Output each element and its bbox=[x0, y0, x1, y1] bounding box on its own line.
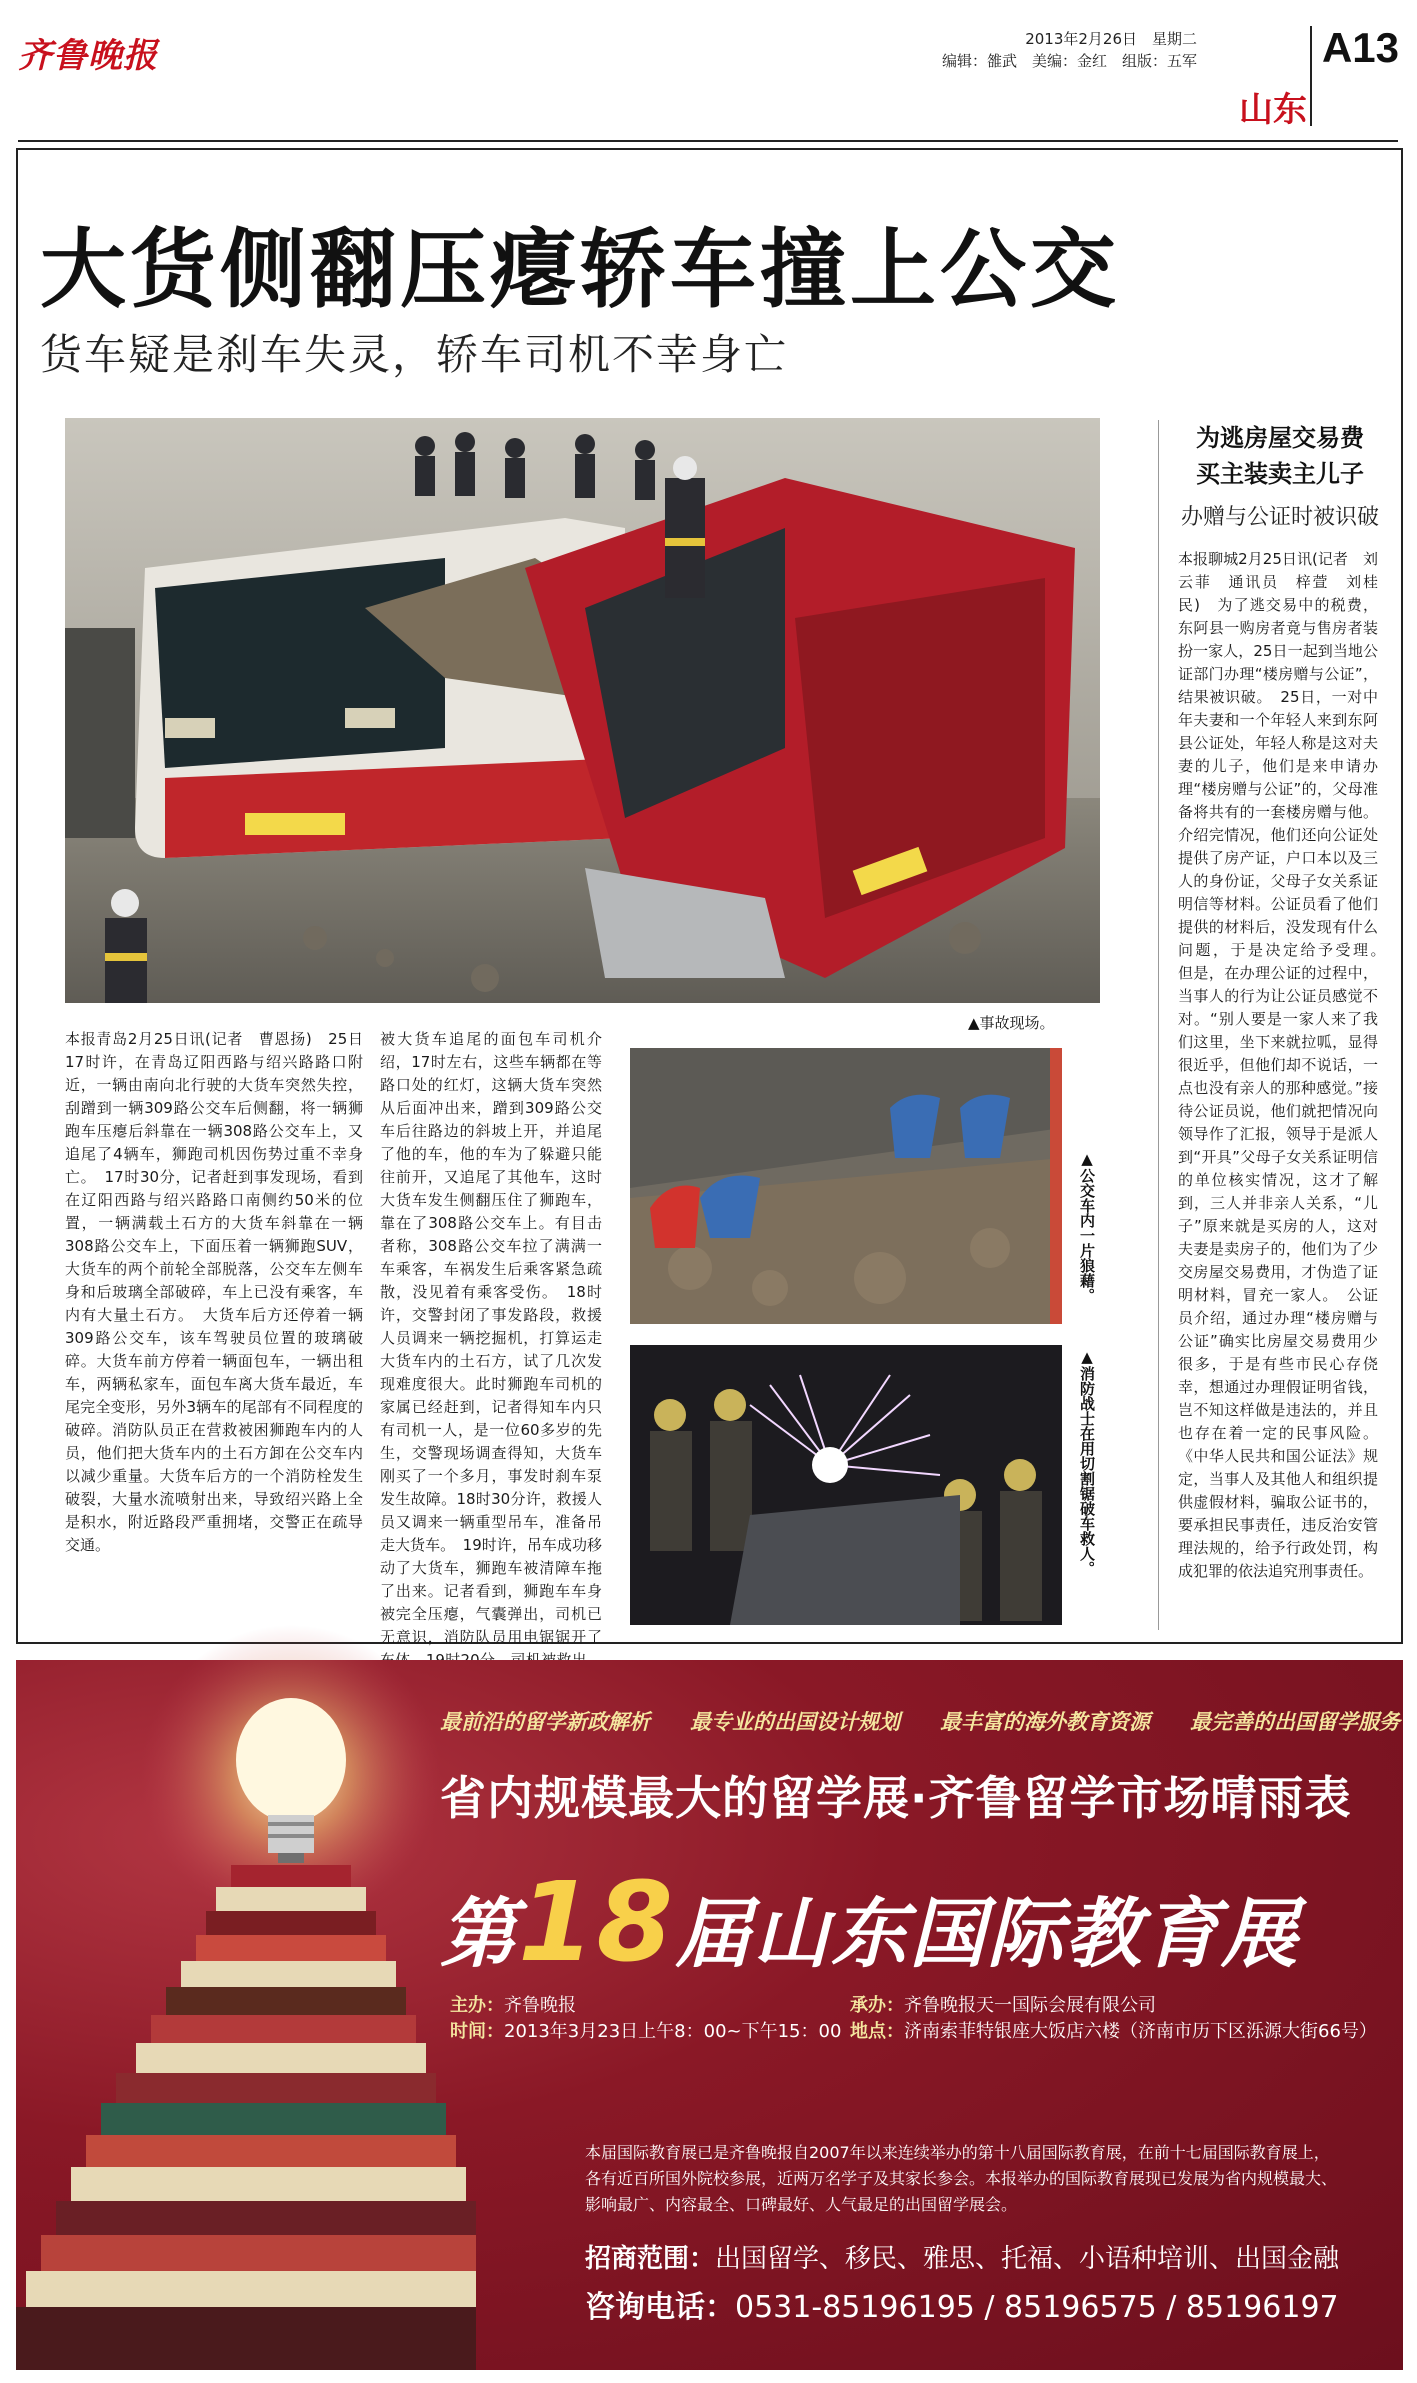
header-meta bbox=[942, 28, 1197, 72]
ad-event-number: 18 bbox=[518, 1858, 676, 1986]
ad-host-value: 齐鲁晚报天一国际会展有限公司 bbox=[904, 1995, 1156, 2016]
ad-host bbox=[850, 1993, 1156, 2019]
sidebar-divider bbox=[1158, 420, 1159, 1630]
ad-scope-label: 招商范围： bbox=[585, 2244, 716, 2274]
bus-interior-illustration bbox=[630, 1048, 1062, 1324]
header-rule bbox=[18, 140, 1398, 142]
newspaper-logo: 齐鲁晚报 bbox=[18, 36, 158, 76]
ad-slogan: 最专业的出国设计规划 bbox=[690, 1710, 900, 1734]
rescue-cutting-illustration bbox=[630, 1345, 1062, 1625]
sidebar-headline bbox=[1175, 420, 1385, 492]
rescue-cutting-caption: ▲消防战士在用切割锯破车救人。 bbox=[1078, 1348, 1096, 1576]
accident-scene-photo bbox=[65, 418, 1100, 1003]
article-column-1: 本报青岛2月25日讯(记者 曹恩扬) 25日17时许，在青岛辽阳西路与绍兴路路口附近，一辆由南向北行驶的大货车突然失控，刮蹭到一辆309路公交车后侧翻，将一辆狮跑车压瘪后斜靠在一辆308路公交车上，又追尾了4辆车，狮跑司机因伤势过重不幸身亡。 17时30分，记者赶到事发现场，看到在辽阳西路与绍兴路路口南侧约50米的位置，一辆满载土石方的大货车斜靠在一辆308路公交车上，下面压着一辆狮跑SUV，大货车的两个前轮全部脱落，公交车左侧车身和后玻璃全部破碎，车上已没有乘客，车内有大量土石方。 大货车后方还停着一辆309路公交车，该车驾驶员位置的玻璃破碎。大货车前方停着一辆面包车，一辆出租车，两辆私家车，面包车离大货车最近，车尾完全变形，另外3辆车的尾部有不同程度的破碎。消防队员正在营救被困狮跑车内的人员，他们把大货车内的土石方卸在公交车内以减少重量。大货车后方的一个消防栓发生破裂，大量水流喷射出来，导致绍兴路上全是积水，附近路段严重拥堵，交警正在疏导交通。 bbox=[65, 1030, 363, 1554]
ad-venue-value: 济南索菲特银座大饭店六楼（济南市历下区泺源大街66号） bbox=[904, 2021, 1377, 2042]
ad-slogans bbox=[440, 1706, 1400, 1736]
sidebar-body: 本报聊城2月25日讯(记者 刘云菲 通讯员 梓萱 刘桂民) 为了逃交易中的税费，东阿县一购房者竟与售房者装扮一家人，25日一起到当地公证部门办理“楼房赠与公证”，结果被识破。 25日，一对中年夫妻和一个年轻人来到东阿县公证处，年轻人称是这对夫妻的儿子，他们是来申请办理“楼房赠与公证”的，父母准备将共有的一套楼房赠与他。介绍完情况，他们还向公证处提供了房产证，户口本以及三人的身份证，父母子女关系证明信等材料。公证员看了他们提供的材料后，没发现有什么问题，于是决定给予受理。 但是，在办理公证的过程中，当事人的行为让公证员感觉不对。“别人要是一家人来了我们这里，坐下来就拉呱，显得很近乎，但他们却不说话，一点也没有亲人的那种感觉。”接待公证员说，他们就把情况向领导作了汇报，领导于是派人到“开具”父母子女关系证明信的单位核实情况，这才了解到，三人并非亲人关系，“儿子”原来就是买房的人，这对夫妻是卖房子的，他们为了少交房屋交易费用，才伪造了证明材料，冒充一家人。 公证员介绍，通过办理“楼房赠与公证”确实比房屋交易费用少很多，于是有些市民心存侥幸，想通过办理假证明省钱，岂不知这样做是违法的，并且也存在着一定的民事风险。《中华人民共和国公证法》规定，当事人及其他人和组织提供虚假材料，骗取公证书的，要承担民事责任，违反治安管理法规的，给予行政处罚，构成犯罪的依法追究刑事责任。 bbox=[1178, 550, 1394, 1580]
article-subhead: 货车疑是刹车失灵，轿车司机不幸身亡 bbox=[40, 330, 789, 379]
ad-slogan: 最前沿的留学新政解析 bbox=[440, 1710, 650, 1734]
ad-time-value: 2013年3月23日上午8：00~下午15：00 bbox=[504, 2021, 842, 2042]
main-photo-caption: ▲事故现场。 bbox=[968, 1014, 1055, 1032]
ad-slogan: 最完善的出国留学服务 bbox=[1190, 1710, 1400, 1734]
ad-host-label: 承办： bbox=[850, 1995, 904, 2016]
ad-venue-label: 地点： bbox=[850, 2021, 904, 2042]
ad-scope-value: 出国留学、移民、雅思、托福、小语种培训、出国金融 bbox=[715, 2244, 1340, 2274]
section-name: 山东 bbox=[1239, 90, 1307, 130]
bus-interior-photo bbox=[630, 1048, 1062, 1324]
ad-event-suffix: 届山东国际教育展 bbox=[675, 1889, 1300, 1978]
ad-event-name bbox=[440, 1858, 1299, 1986]
rescue-cutting-photo bbox=[630, 1345, 1062, 1625]
ad-organizer-label: 主办： bbox=[450, 1995, 504, 2016]
issue-date: 2013年2月26日 星期二 bbox=[1025, 30, 1197, 48]
sidebar-subhead: 办赠与公证时被识破 bbox=[1180, 505, 1379, 530]
ad-slogan: 最丰富的海外教育资源 bbox=[940, 1710, 1150, 1734]
ad-event-prefix: 第 bbox=[440, 1889, 518, 1978]
ad-organizer bbox=[450, 1993, 576, 2019]
ad-venue bbox=[850, 2019, 1377, 2045]
ad-phone-label: 咨询电话： bbox=[585, 2290, 735, 2325]
article-headline: 大货侧翻压瘪轿车撞上公交 bbox=[40, 220, 1120, 320]
ad-intro-text: 本届国际教育展已是齐鲁晚报自2007年以来连续举办的第十八届国际教育展，在前十七届国际教育展上，各有近百所国外院校参展，近两万名学子及其家长参会。本报举办的国际教育展现已发展为省内规模最大、影响最广、内容最全、口碑最好、人气最足的出国留学展会。 bbox=[585, 2143, 1338, 2214]
sidebar-headline-line1: 为逃房屋交易费 bbox=[1196, 424, 1364, 452]
article-column-2: 被大货车追尾的面包车司机介绍，17时左右，这些车辆都在等路口处的红灯，这辆大货车突然从后面冲出来，蹭到309路公交车后往路边的斜坡上开，并追尾了他的车，他的车为了躲避只能往前开，又追尾了其他车，这时大货车发生侧翻压住了狮跑车，靠在了308路公交车上。有目击者称，308路公交车拉了满满一车乘客，车祸发生后乘客紧急疏散，没见着有乘客受伤。 18时许，交警封闭了事发路段，救援人员调来一辆挖掘机，打算运走大货车内的土石方，试了几次发现难度很大。此时狮跑车司机的家属已经赶到，记者得知车内只有司机一人，是一位60多岁的先生，交警现场调查得知，大货车刚买了一个多月，事发时刹车泵发生故障。18时30分许，救援人员又调来一辆重型吊车，准备吊走大货车。 19时许，吊车成功移动了大货车，狮跑车被清障车拖了出来。记者看到，狮跑车车身被完全压瘪，气囊弹出，司机已无意识，消防队员用电锯锯开了 bbox=[380, 1030, 602, 1646]
ad-title: 省内规模最大的留学展·齐鲁留学市场晴雨表 bbox=[440, 1771, 1352, 1825]
ad-phone-value: 0531-85196195 / 85196575 / 85196197 bbox=[735, 2290, 1339, 2325]
page-number: A13 bbox=[1321, 24, 1399, 71]
sidebar-headline-line2: 买主装卖主儿子 bbox=[1196, 460, 1364, 488]
lightbulb-books-illustration bbox=[16, 1660, 476, 2370]
ad-organizer-value: 齐鲁晚报 bbox=[504, 1995, 576, 2016]
ad-time-label: 时间： bbox=[450, 2021, 504, 2042]
bus-interior-caption: ▲公交车内一片狼藉。 bbox=[1078, 1150, 1096, 1303]
ad-time bbox=[450, 2019, 841, 2045]
header-divider bbox=[1310, 26, 1312, 126]
ad-scope bbox=[585, 2238, 1339, 2275]
editor-credits: 编辑：雒武 美编：金红 组版：五军 bbox=[941, 52, 1197, 70]
ad-phone bbox=[585, 2282, 1339, 2326]
accident-scene-illustration bbox=[65, 418, 1100, 1003]
